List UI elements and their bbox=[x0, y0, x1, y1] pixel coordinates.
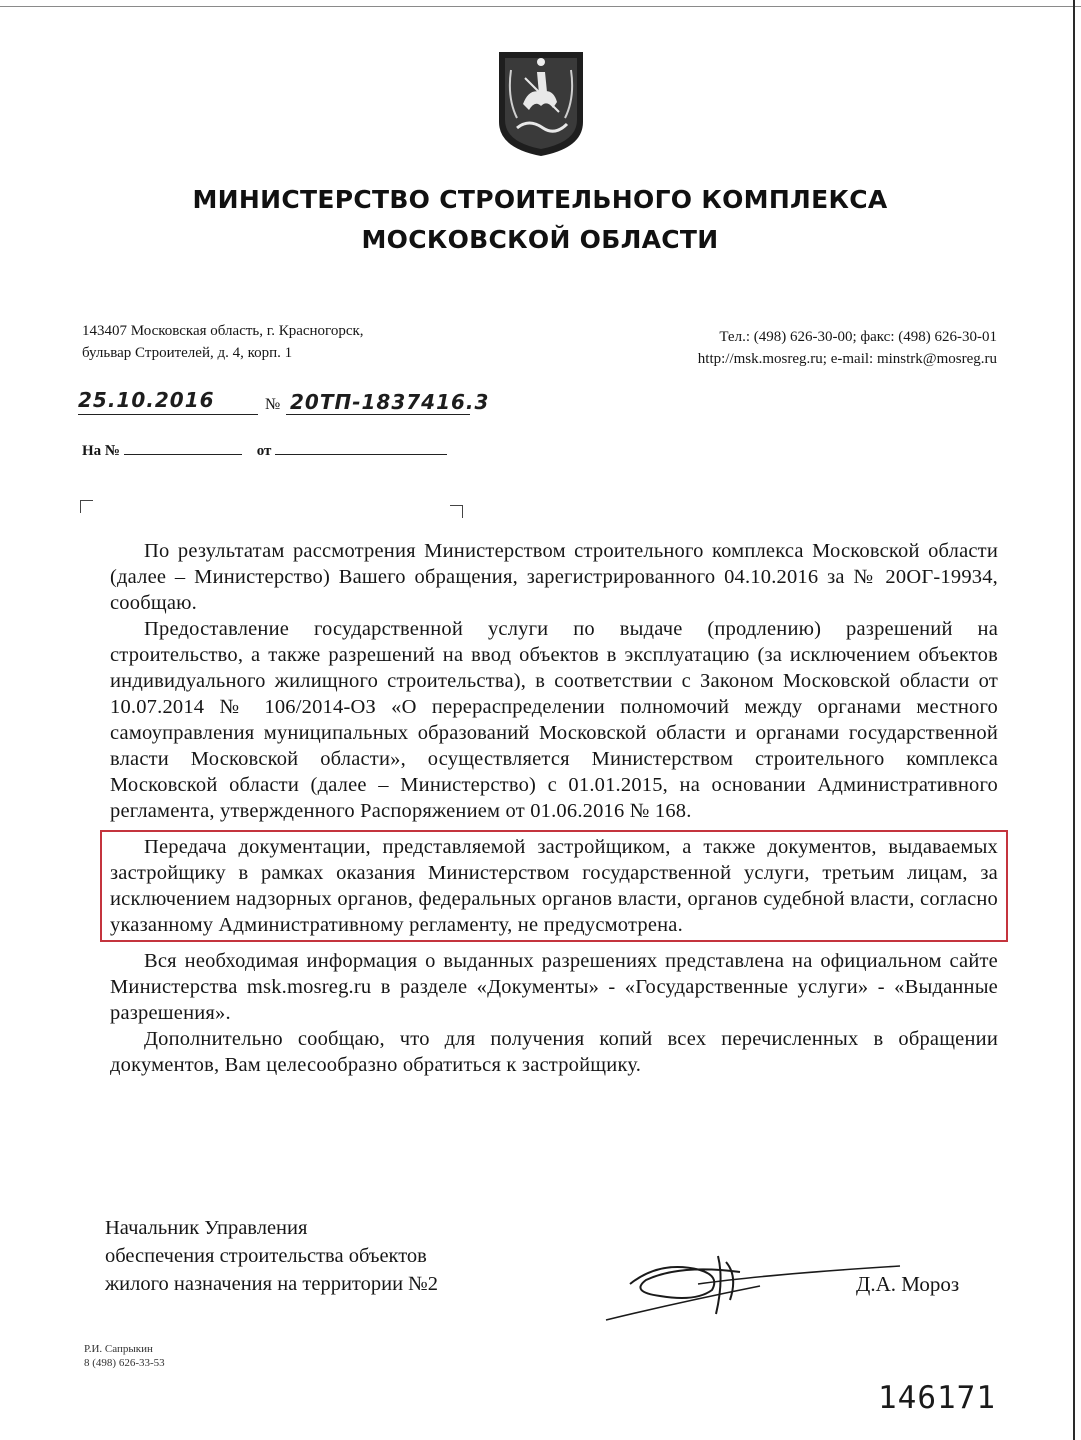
scan-edge-top bbox=[0, 6, 1081, 7]
address-line2: бульвар Строителей, д. 4, корп. 1 bbox=[82, 345, 293, 361]
address-block-corner-right bbox=[450, 505, 463, 518]
paragraph-information: Вся необходимая информация о выданных разрешениях представлена на официальном сайте Министерства msk.mosreg.ru в разделе «Документы» - «Государственные услуги» - «Выданные разрешения». bbox=[110, 950, 998, 1024]
ministry-title bbox=[150, 180, 930, 260]
signer-position-line2: обеспечения строительства объектов bbox=[105, 1245, 427, 1267]
letter-body bbox=[110, 538, 998, 1078]
ministry-title-line2: МОСКОВСКОЙ ОБЛАСТИ bbox=[361, 225, 719, 254]
coat-of-arms-icon bbox=[495, 48, 587, 158]
reference-line bbox=[82, 440, 447, 460]
executor-phone: 8 (498) 626-33-53 bbox=[84, 1357, 165, 1369]
paragraph-service-provision: Предоставление государственной услуги по выдаче (продлению) разрешений на строительство, а также разрешений на ввод объектов в эксплуатацию (за исключением объектов индивидуального жилищного строительства), в соответствии с Законом Московской области от 10.07.2014 № 106/2014-ОЗ «О перераспределении полномочий между органами местного самоуправления муниципальных образований Московской области и органами государственной власти Московской области», осуществляется Министерством строительного комплекса Московской области (далее – Министерство) с 01.01.2015, на основании Административного регламента, утвержденного Распоряжением от 01.06.2016 № 168. bbox=[110, 618, 998, 822]
paragraph-highlighted: Передача документации, представляемой застройщиком, а также документов, выдаваемых застройщику в рамках оказания Министерством государственной услуги, третьим лицам, за исключением надзорных органов, федеральных органов власти, органов судебной власти, согласно указанному Административному регламенту, не предусмотрена. bbox=[100, 830, 1008, 942]
registration-number-label: № bbox=[265, 396, 281, 413]
paragraph-intro: По результатам рассмотрения Министерством строительного комплекса Московской области (далее – Министерство) Вашего обращения, зарегистрированного 04.10.2016 за № 20ОГ-19934, сообщаю. bbox=[110, 540, 998, 614]
paragraph-recommendation: Дополнительно сообщаю, что для получения копий всех перечисленных в обращении документов, Вам целесообразно обратиться к застройщику. bbox=[110, 1028, 998, 1076]
reference-number-blank bbox=[124, 440, 242, 455]
signer-position-line1: Начальник Управления bbox=[105, 1217, 308, 1239]
scan-edge-right bbox=[1073, 0, 1075, 1440]
registration-date-underline bbox=[78, 414, 258, 415]
address-block-corner-left bbox=[80, 500, 93, 513]
registration-number-underline bbox=[286, 414, 470, 415]
contacts-phone-fax: Тел.: (498) 626-30-00; факс: (498) 626-30-01 bbox=[719, 329, 997, 345]
signer-position bbox=[105, 1214, 438, 1298]
registration-date: 25.10.2016 bbox=[78, 388, 215, 412]
ministry-address bbox=[82, 320, 364, 364]
ministry-title-line1: МИНИСТЕРСТВО СТРОИТЕЛЬНОГО КОМПЛЕКСА bbox=[192, 185, 888, 214]
address-line1: 143407 Московская область, г. Красногорск, bbox=[82, 323, 364, 339]
contacts-web-email: http://msk.mosreg.ru; e-mail: minstrk@mosreg.ru bbox=[697, 351, 997, 367]
reference-date-label: от bbox=[256, 443, 272, 459]
registration-number: 20ТП-1837416.3 bbox=[290, 390, 490, 414]
signer-position-line3: жилого назначения на территории №2 bbox=[105, 1273, 438, 1295]
signer-name: Д.А. Мороз bbox=[856, 1272, 960, 1296]
executor-info bbox=[84, 1342, 165, 1370]
reference-date-blank bbox=[275, 440, 447, 455]
reference-number-label: На № bbox=[82, 443, 120, 459]
ministry-contacts bbox=[698, 326, 997, 370]
document-id-stamp: 146171 bbox=[878, 1380, 996, 1416]
executor-name: Р.И. Сапрыкин bbox=[84, 1343, 153, 1355]
